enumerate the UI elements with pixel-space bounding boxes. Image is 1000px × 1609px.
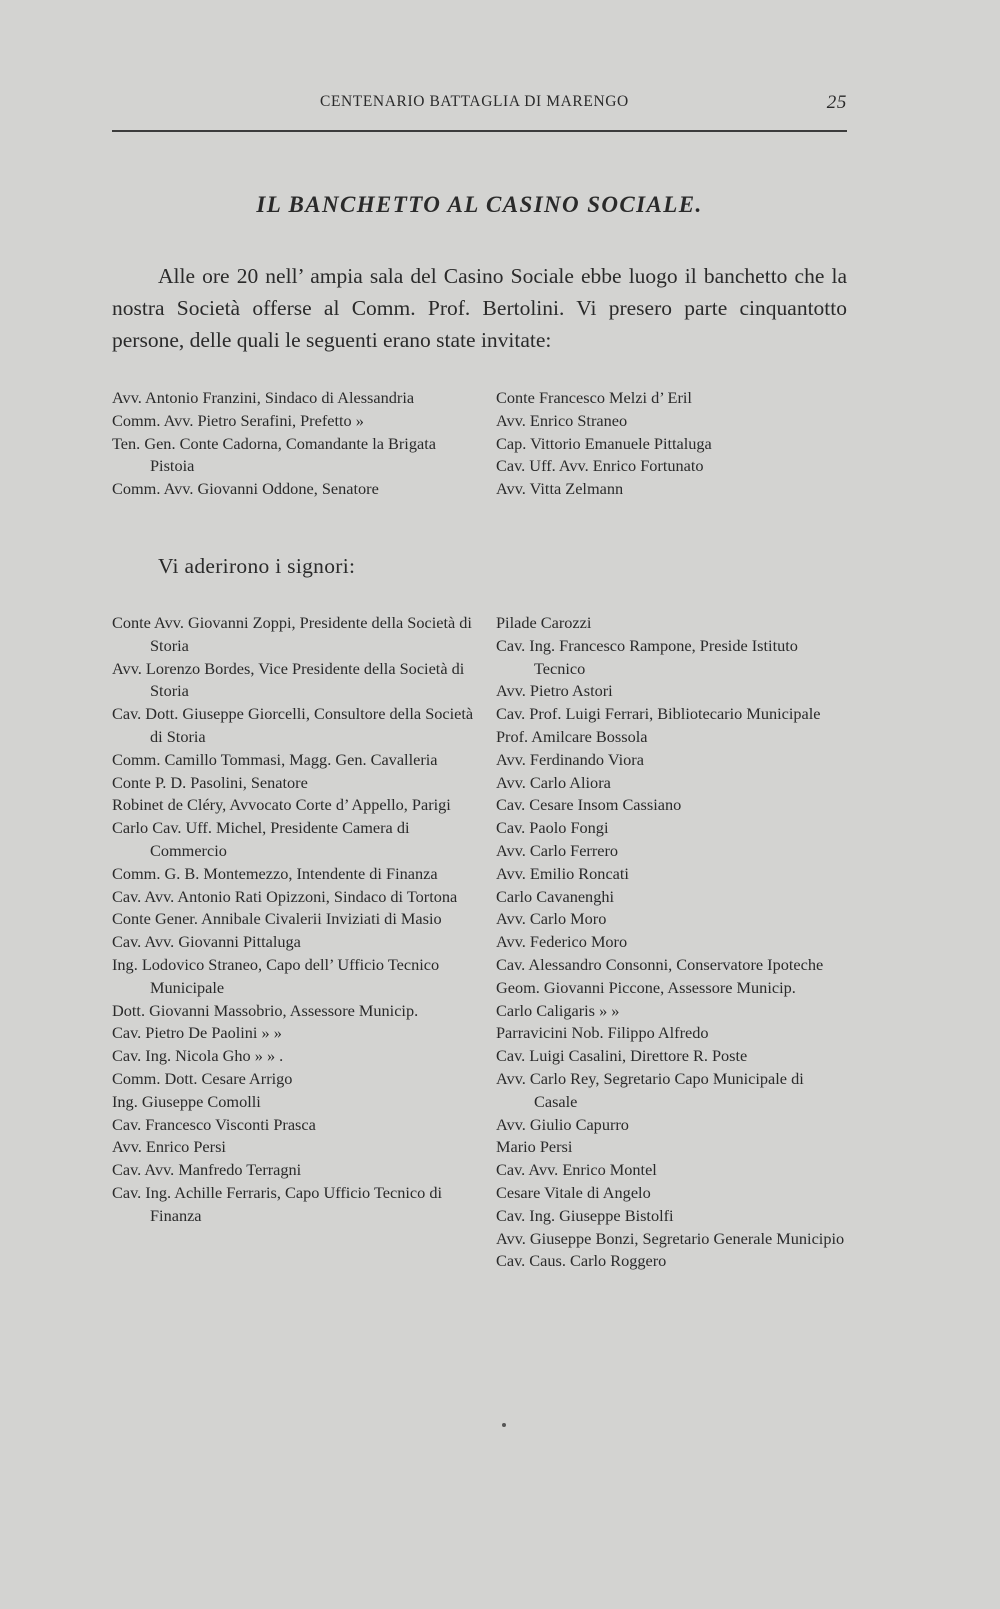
list-item: Ten. Gen. Conte Cadorna, Comandante la Brigata Pistoia — [112, 433, 436, 476]
list-item: Avv. Pietro Astori — [496, 681, 613, 701]
adherents-heading: Vi aderirono i signori: — [158, 554, 356, 578]
adherents-list-left — [112, 612, 474, 1228]
list-item: Cav. Dott. Giuseppe Giorcelli, Consultore della Società di Storia — [112, 704, 474, 746]
list-item: Cav. Caus. Carlo Roggero — [496, 1251, 667, 1271]
section-title: IL BANCHETTO AL CASINO SOCIALE. — [256, 192, 703, 217]
list-item: Avv. Carlo Aliora — [496, 772, 611, 792]
list-item: Cesare Vitale di Angelo — [496, 1182, 651, 1202]
intro-text: Alle ore 20 nell’ ampia sala del Casino Sociale ebbe luogo il banchetto che la nostra Società offerse al Comm. Prof. Bertolini. Vi presero parte cinquantotto persone, delle quali le seguenti erano state invitate: — [112, 264, 847, 352]
list-item: Comm. Avv. Giovanni Oddone, Senatore — [112, 479, 379, 499]
list-item: Conte Francesco Melzi d’ Eril — [496, 388, 692, 407]
list-item: Parravicini Nob. Filippo Alfredo — [496, 1023, 709, 1043]
list-item: Conte Avv. Giovanni Zoppi, Presidente della Società di Storia — [112, 613, 472, 655]
ink-speck — [502, 1423, 506, 1427]
list-item: Cav. Avv. Giovanni Pittaluga — [112, 932, 301, 952]
list-item: Ing. Giuseppe Comolli — [112, 1091, 261, 1111]
list-item: Cav. Cesare Insom Cassiano — [496, 795, 682, 815]
invited-list-right — [496, 387, 848, 501]
list-item: Carlo Cavanenghi — [496, 886, 615, 906]
list-item: Ing. Lodovico Straneo, Capo dell’ Ufficio Tecnico Municipale — [112, 954, 440, 997]
list-item: Cap. Vittorio Emanuele Pittaluga — [496, 433, 712, 453]
list-item: Cav. Ing. Francesco Rampone, Preside Istituto Tecnico — [496, 635, 798, 678]
list-item: Geom. Giovanni Piccone, Assessore Municip. — [496, 977, 796, 997]
list-item: Cav. Francesco Visconti Prasca — [112, 1114, 316, 1134]
intro-paragraph — [112, 260, 847, 356]
list-item: Cav. Prof. Luigi Ferrari, Bibliotecario Municipale — [496, 704, 821, 724]
list-item: Cav. Ing. Achille Ferraris, Capo Ufficio Tecnico di Finanza — [112, 1182, 442, 1225]
list-item: Dott. Giovanni Massobrio, Assessore Municip. — [112, 1000, 419, 1020]
list-item: Cav. Paolo Fongi — [496, 818, 609, 838]
list-item: Comm. Avv. Pietro Serafini, Prefetto » — [112, 410, 364, 430]
list-item: Avv. Carlo Rey, Segretario Capo Municipale di Casale — [496, 1068, 804, 1111]
list-item: Avv. Carlo Moro — [496, 909, 607, 929]
list-item: Conte Gener. Annibale Civalerii Inviziati di Masio — [112, 909, 442, 929]
invited-list-left — [112, 387, 472, 501]
list-item: Robinet de Cléry, Avvocato Corte d’ Appello, Parigi — [112, 795, 451, 815]
list-item: Avv. Emilio Roncati — [496, 863, 629, 883]
list-item: Cav. Alessandro Consonni, Conservatore Ipoteche — [496, 954, 824, 974]
list-item: Cav. Avv. Antonio Rati Opizzoni, Sindaco di Tortona — [112, 886, 458, 906]
list-item: Avv. Federico Moro — [496, 932, 628, 952]
list-item: Comm. Camillo Tommasi, Magg. Gen. Cavalleria — [112, 749, 438, 769]
list-item: Conte P. D. Pasolini, Senatore — [112, 772, 308, 792]
list-item: Cav. Luigi Casalini, Direttore R. Poste — [496, 1046, 748, 1066]
page-number: 25 — [826, 92, 847, 113]
list-item: Comm. G. B. Montemezzo, Intendente di Finanza — [112, 863, 438, 883]
list-item: Cav. Uff. Avv. Enrico Fortunato — [496, 456, 704, 476]
header-rule — [112, 130, 847, 132]
list-item: Cav. Avv. Enrico Montel — [496, 1160, 657, 1180]
list-item: Avv. Enrico Straneo — [496, 410, 628, 430]
list-item: Avv. Giuseppe Bonzi, Segretario Generale Municipio — [496, 1228, 845, 1248]
list-item: Avv. Carlo Ferrero — [496, 840, 619, 860]
list-item: Avv. Lorenzo Bordes, Vice Presidente della Società di Storia — [112, 658, 465, 701]
list-item: Pilade Carozzi — [496, 613, 592, 632]
adherents-list-right — [496, 612, 848, 1273]
list-item: Avv. Antonio Franzini, Sindaco di Alessandria — [112, 388, 415, 407]
list-item: Carlo Caligaris » » — [496, 1000, 620, 1020]
list-item: Carlo Cav. Uff. Michel, Presidente Camera di Commercio — [112, 818, 410, 860]
list-item: Avv. Vitta Zelmann — [496, 479, 624, 499]
list-item: Cav. Ing. Nicola Gho » » . — [112, 1046, 284, 1066]
list-item: Cav. Ing. Giuseppe Bistolfi — [496, 1205, 674, 1225]
running-title: CENTENARIO BATTAGLIA DI MARENGO — [320, 93, 629, 110]
list-item: Cav. Avv. Manfredo Terragni — [112, 1160, 302, 1180]
list-item: Avv. Ferdinando Viora — [496, 749, 644, 769]
list-item: Cav. Pietro De Paolini » » — [112, 1023, 282, 1043]
list-item: Comm. Dott. Cesare Arrigo — [112, 1068, 293, 1088]
list-item: Avv. Enrico Persi — [112, 1137, 226, 1157]
list-item: Prof. Amilcare Bossola — [496, 726, 648, 746]
list-item: Mario Persi — [496, 1137, 573, 1157]
list-item: Avv. Giulio Capurro — [496, 1114, 629, 1134]
